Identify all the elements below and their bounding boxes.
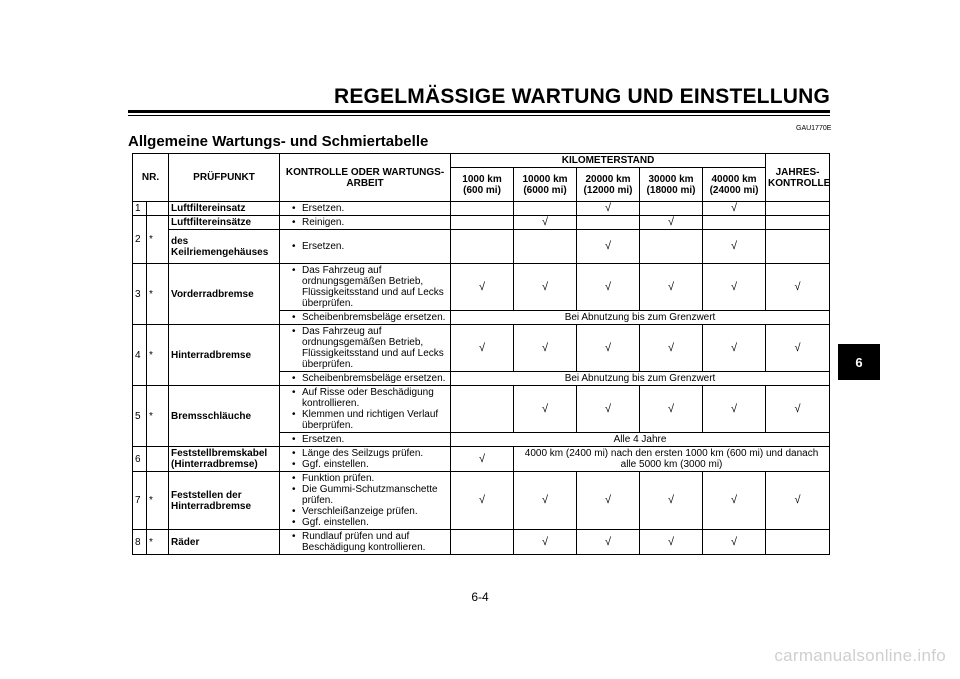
row-number: 2 (133, 216, 147, 264)
check-cell: √ (766, 264, 830, 311)
check-cell (514, 202, 577, 216)
interval-note: Bei Abnutzung bis zum Grenzwert (451, 372, 830, 386)
work-line: • Rundlauf prüfen und auf Beschädigung kontrollieren. (292, 531, 448, 553)
row-star: * (147, 472, 169, 530)
work-line: • Verschleißanzeige prüfen. (292, 506, 448, 517)
check-cell (451, 216, 514, 230)
check-cell: √ (514, 264, 577, 311)
row-number: 3 (133, 264, 147, 325)
row-item: Bremsschläuche (169, 386, 280, 447)
check-cell: √ (577, 230, 640, 264)
work-line: • Reinigen. (292, 217, 448, 228)
row-item: Feststellen der Hinterradbremse (169, 472, 280, 530)
check-cell: √ (703, 325, 766, 372)
check-cell: √ (451, 447, 514, 472)
check-cell (703, 216, 766, 230)
check-cell (577, 216, 640, 230)
check-cell: √ (577, 530, 640, 555)
check-cell: √ (640, 325, 703, 372)
check-cell: √ (577, 264, 640, 311)
check-cell: √ (514, 386, 577, 433)
table-row (133, 386, 830, 433)
work-line: • Die Gummi-Schutzmanschette prüfen. (292, 484, 448, 506)
header-km-col: 1000 km (600 mi) (451, 168, 514, 202)
row-item: Hinterradbremse (169, 325, 280, 386)
header-item: PRÜFPUNKT (169, 154, 280, 202)
row-work (280, 372, 451, 386)
check-cell: √ (703, 202, 766, 216)
row-work (280, 202, 451, 216)
check-cell (514, 230, 577, 264)
check-cell (766, 530, 830, 555)
row-item: Vorderradbremse (169, 264, 280, 325)
check-cell: √ (514, 530, 577, 555)
row-number: 6 (133, 447, 147, 472)
check-cell: √ (640, 216, 703, 230)
row-item: Luftfiltereinsatz (169, 202, 280, 216)
interval-note: Alle 4 Jahre (451, 433, 830, 447)
row-item: Feststellbremskabel (Hinterradbremse) (169, 447, 280, 472)
table-row (133, 230, 830, 264)
row-item: des Keilriemengehäuses (169, 230, 280, 264)
page-number: 6-4 (471, 590, 489, 604)
work-line: • Ersetzen. (292, 434, 448, 445)
check-cell: √ (577, 472, 640, 530)
work-line: • Ggf. einstellen. (292, 517, 448, 528)
check-cell: √ (514, 325, 577, 372)
check-cell: √ (514, 216, 577, 230)
work-line: • Scheibenbremsbeläge ersetzen. (292, 312, 448, 323)
check-cell: √ (703, 386, 766, 433)
row-work (280, 230, 451, 264)
check-cell: √ (451, 472, 514, 530)
row-number: 8 (133, 530, 147, 555)
row-star: * (147, 264, 169, 325)
row-star: * (147, 325, 169, 386)
row-star: * (147, 530, 169, 555)
work-line: • Scheibenbremsbeläge ersetzen. (292, 373, 448, 384)
row-star: * (147, 386, 169, 447)
title-rule (128, 110, 830, 113)
check-cell: √ (451, 325, 514, 372)
watermark: carmanualsonline.info (774, 646, 946, 665)
row-star (147, 447, 169, 472)
check-cell (766, 202, 830, 216)
table-row (133, 216, 830, 230)
check-cell: √ (640, 472, 703, 530)
work-line: • Ggf. einstellen. (292, 459, 448, 470)
work-line: • Klemmen und richtigen Verlauf überprüfen. (292, 409, 448, 431)
row-number: 5 (133, 386, 147, 447)
chapter-tab: 6 (838, 344, 880, 380)
row-work (280, 433, 451, 447)
check-cell: √ (766, 472, 830, 530)
row-star (147, 202, 169, 216)
row-item: Luftfiltereinsätze (169, 216, 280, 230)
check-cell (451, 230, 514, 264)
check-cell: √ (766, 386, 830, 433)
work-line: • Ersetzen. (292, 241, 448, 252)
check-cell: √ (703, 472, 766, 530)
header-km-col: 10000 km (6000 mi) (514, 168, 577, 202)
row-work (280, 386, 451, 433)
row-work (280, 472, 451, 530)
row-work (280, 264, 451, 311)
table-row (133, 264, 830, 311)
check-cell: √ (577, 386, 640, 433)
check-cell (451, 386, 514, 433)
interval-note: 4000 km (2400 mi) nach den ersten 1000 km (600 mi) und danach alle 5000 km (3000 mi) (514, 447, 830, 472)
work-line: • Auf Risse oder Beschädigung kontrollieren. (292, 387, 448, 409)
check-cell: √ (640, 386, 703, 433)
check-cell: √ (577, 202, 640, 216)
check-cell: √ (451, 264, 514, 311)
table-row (133, 447, 830, 472)
work-line: • Das Fahrzeug auf ordnungsgemäßen Betrieb, Flüssigkeitsstand und auf Lecks überprüfen. (292, 265, 448, 309)
row-number: 4 (133, 325, 147, 386)
row-work (280, 325, 451, 372)
maintenance-table (132, 153, 830, 555)
work-line: • Das Fahrzeug auf ordnungsgemäßen Betrieb, Flüssigkeitsstand und auf Lecks überprüfen. (292, 326, 448, 370)
work-line: • Länge des Seilzugs prüfen. (292, 448, 448, 459)
header-km-col: 30000 km (18000 mi) (640, 168, 703, 202)
document-code: GAU1770E (796, 125, 832, 132)
row-number: 7 (133, 472, 147, 530)
work-line: • Ersetzen. (292, 203, 448, 214)
check-cell (766, 216, 830, 230)
check-cell (451, 530, 514, 555)
row-work (280, 530, 451, 555)
check-cell: √ (703, 264, 766, 311)
check-cell: √ (577, 325, 640, 372)
table-row (133, 325, 830, 372)
row-work (280, 447, 451, 472)
check-cell (640, 230, 703, 264)
check-cell: √ (703, 530, 766, 555)
header-yearly: JAHRES-KONTROLLE (766, 154, 830, 202)
title-rule-thin (128, 115, 830, 116)
header-km-col: 40000 km (24000 mi) (703, 168, 766, 202)
section-title: Allgemeine Wartungs- und Schmiertabelle (128, 133, 429, 150)
row-item: Räder (169, 530, 280, 555)
work-line: • Funktion prüfen. (292, 473, 448, 484)
header-work: KONTROLLE ODER WARTUNGS-ARBEIT (280, 154, 451, 202)
table-row (133, 202, 830, 216)
header-km: KILOMETERSTAND (451, 154, 766, 168)
header-nr: NR. (133, 154, 169, 202)
check-cell: √ (766, 325, 830, 372)
page-title: REGELMÄSSIGE WARTUNG UND EINSTELLUNG (333, 85, 830, 108)
check-cell: √ (640, 264, 703, 311)
check-cell: √ (640, 530, 703, 555)
check-cell (451, 202, 514, 216)
row-star: * (147, 216, 169, 264)
table-row (133, 530, 830, 555)
check-cell: √ (703, 230, 766, 264)
row-work (280, 216, 451, 230)
check-cell: √ (514, 472, 577, 530)
check-cell (766, 230, 830, 264)
row-number: 1 (133, 202, 147, 216)
row-work (280, 311, 451, 325)
interval-note: Bei Abnutzung bis zum Grenzwert (451, 311, 830, 325)
header-km-col: 20000 km (12000 mi) (577, 168, 640, 202)
check-cell (640, 202, 703, 216)
table-row (133, 472, 830, 530)
